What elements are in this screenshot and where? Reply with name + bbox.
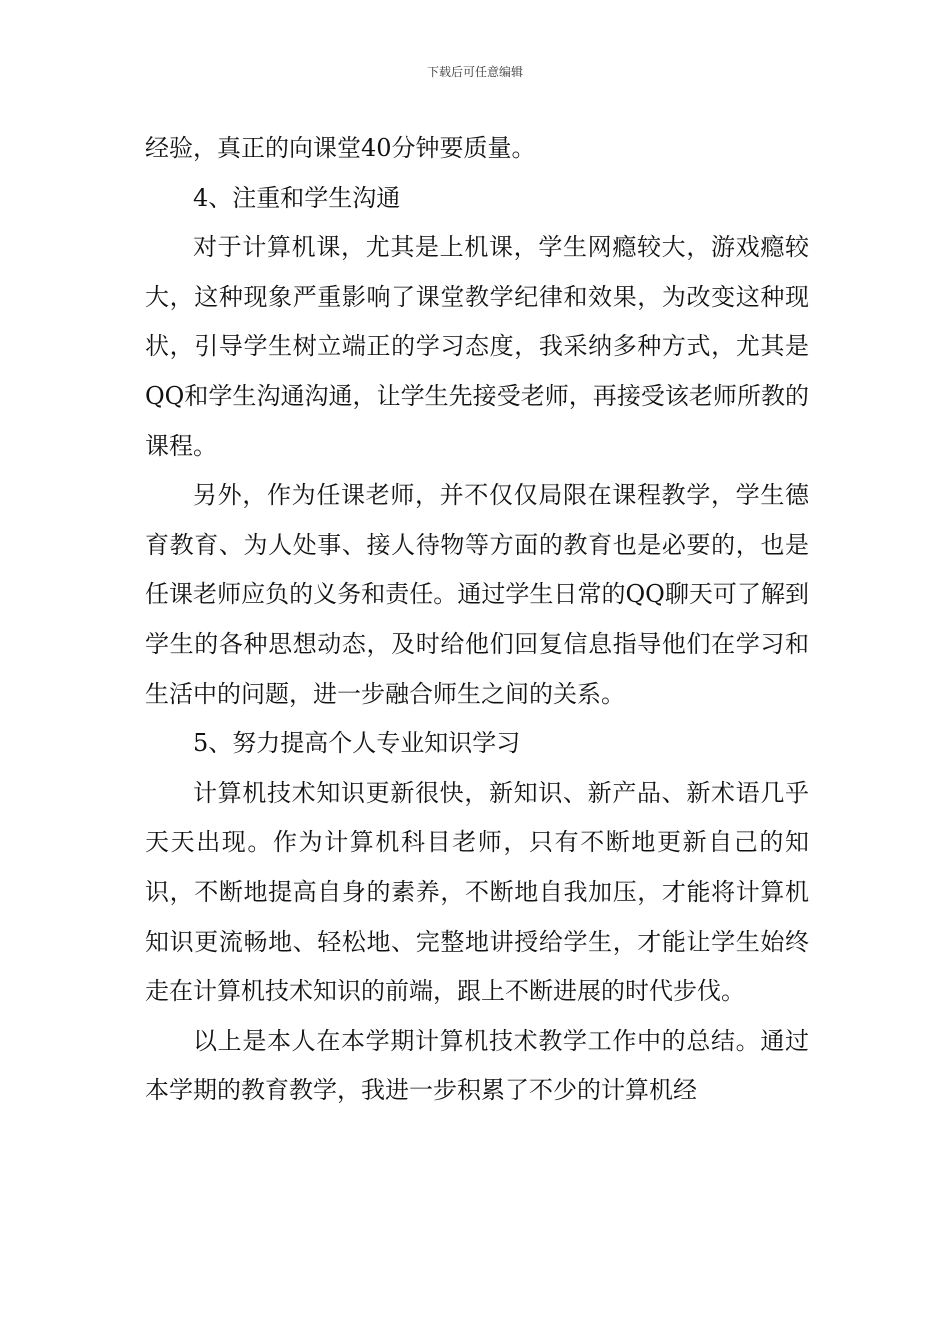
section-heading-5: 5、努力提高个人专业知识学习 [193,729,521,758]
paragraph-summary: 以上是本人在本学期计算机技术教学工作中的总结。通过本学期的教育教学，我进一步积累了不少的计算机经 [145,1026,809,1105]
document-body [145,124,809,1116]
paragraph: 另外，作为任课老师，并不仅仅局限在课程教学，学生德育教育、为人处事、接人待物等方面的教育也是必要的，也是任课老师应负的义务和责任。通过学生日常的QQ聊天可了解到学生的各种思想动态，及时给他们回复信息指导他们在学习和生活中的问题，进一步融合师生之间的关系。 [145,481,809,708]
paragraph-continuation: 经验，真正的向课堂40分钟要质量。 [145,134,536,162]
section-heading-4: 4、注重和学生沟通 [193,183,401,212]
page-header: 下载后可任意编辑 [426,65,523,79]
paragraph: 对于计算机课，尤其是上机课，学生网瘾较大，游戏瘾较大，这种现象严重影响了课堂教学纪律和效果，为改变这种现状，引导学生树立端正的学习态度，我采纳多种方式，尤其是QQ和学生沟通沟通，让学生先接受老师，再接受该老师所教的课程。 [145,233,809,460]
paragraph: 计算机技术知识更新很快，新知识、新产品、新术语几乎天天出现。作为计算机科目老师，只有不断地更新自己的知识，不断地提高自身的素养，不断地自我加压，才能将计算机知识更流畅地、轻松地、完整地讲授给学生，才能让学生始终走在计算机技术知识的前端，跟上不断进展的时代步伐。 [145,778,809,1006]
